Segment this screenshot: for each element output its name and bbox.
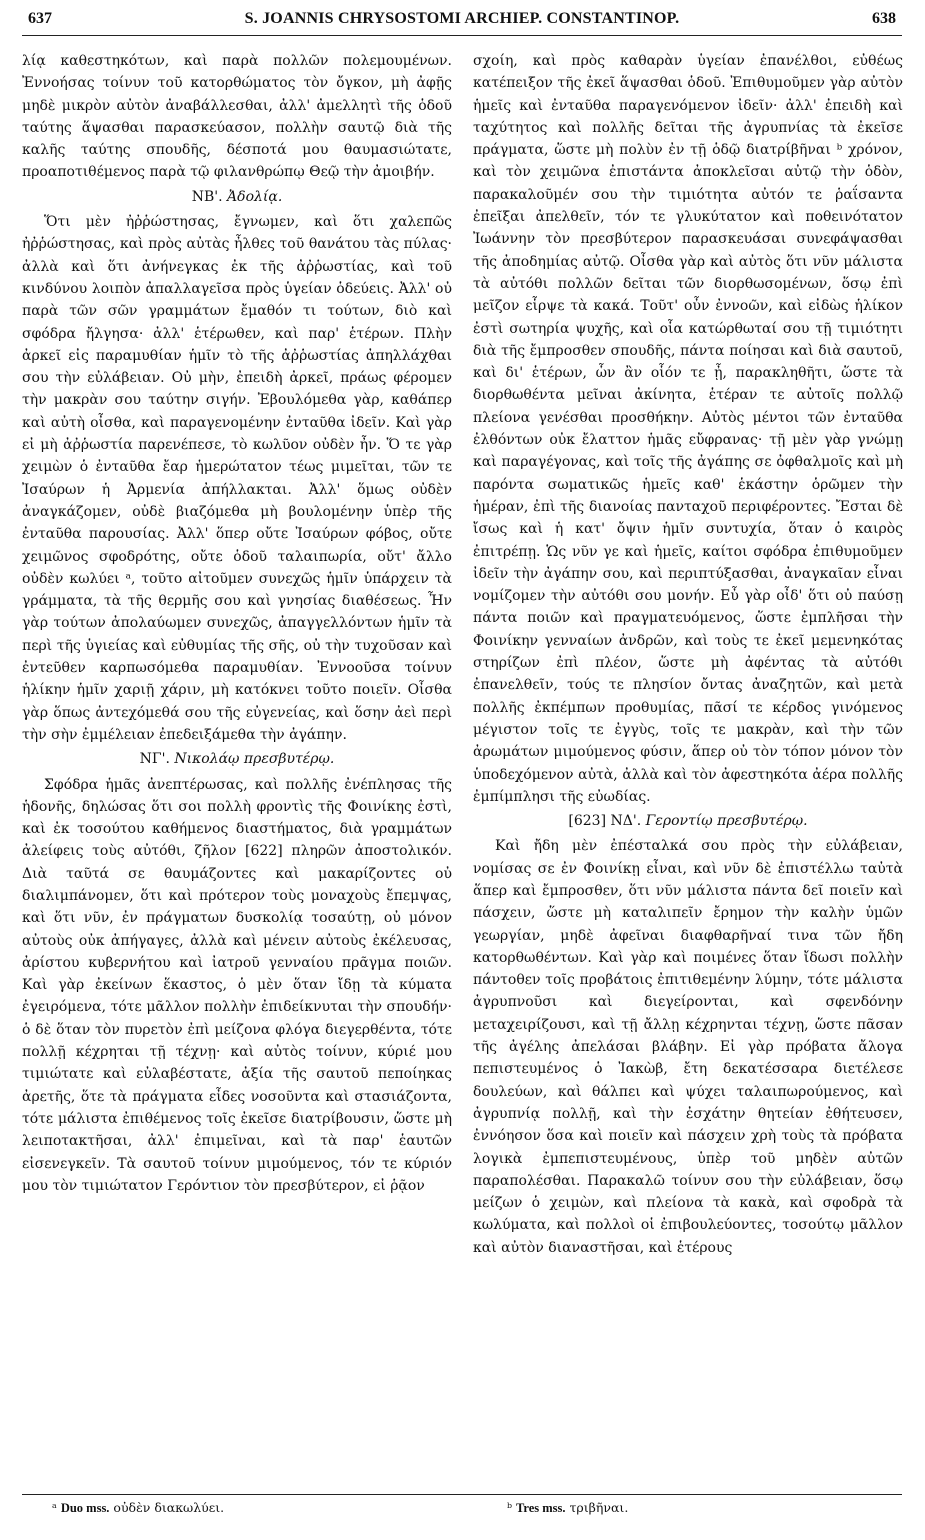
letter-54-title: Γεροντίῳ πρεσβυτέρῳ. [645, 813, 808, 830]
left-column [22, 50, 452, 1197]
letter-52-text: Ὅτι μὲν ἠῤῥώστησας, ἔγνωμεν, καὶ ὅτι χαλεπῶς ἠῤῥώστησας, καὶ πρὸς αὐτὰς ἦλθες τοῦ θανάτου τὰς πύλας· ἀλλὰ καὶ ὅτι ἀνήνεγκας ἐκ τῆς ἀῤῥωστίας, καὶ τοῦ κινδύνου λοιπὸν ἀπαλλαγεῖσα πρὸς ὑγείαν ὁδεύεις. Ἀλλ' οὐ παρὰ τῶν σῶν γραμμάτων ἔμαθόν τι τούτων, διὸ καὶ σφόδρα ἤλγησα· ἀλλ' ἑτέρωθεν, καὶ παρ' ἑτέρων. Πλὴν ἀρκεῖ εἰς παραμυθίαν ἡμῖν τὸ τῆς ἀῤῥωστίας ἀπηλλάχθαι σου τὴν εὐλάβειαν. Οὐ μὴν, ἐπειδὴ ἀρκεῖ, πράως φέρομεν τὴν μακρὰν σου ταύτην σιγήν. Ἐβουλόμεθα γὰρ, καθάπερ καὶ αὐτὴ οἶσθα, καὶ παραγενομένην ἐνταῦθα ἰδεῖν. Καὶ γὰρ εἰ μὴ ἀῤῥωστία παρενέπεσε, τὸ κωλῦον οὐδὲν ἦν. Ὅ τε γὰρ χειμὼν ὁ ἐνταῦθα ἔαρ ἡμερώτατον τέως μιμεῖται, τῶν τε Ἰσαύρων ἡ Ἀρμενία ἀπήλλακται. Ἀλλ' ὅμως οὐδὲν ἀναγκάζομεν, οὐδὲ βιαζόμεθα μὴ βουλομένην ὑπὲρ τῆς ἐνταῦθα παρουσίας. Ἀλλ' ὅπερ οὔτε Ἰσαύρων φόβος, οὔτε χειμῶνος σφοδρότης, οὔτε ὁδοῦ ταλαιπωρία, οὔτ' ἄλλο οὐδὲν κωλύει ᵃ, τοῦτο αἰτοῦμεν συνεχῶς ἡμῖν ὑπάρχειν τὰ γράμματα, τὰ τῆς θερμῆς σου καὶ γνησίας διαθέσεως. Ἦν γὰρ τούτων ἀπολαύωμεν συνεχῶς, ἀπαγγελλόντων ἡμῖν τὰ περὶ τῆς ὑγιείας καὶ εὐθυμίας τῆς σῆς, οὐ τὴν τυχοῦσαν καὶ ἐντεῦθεν καρπωσόμεθα παραμυθίαν. Ἐννοοῦσα τοίνυν ἡλίκην ἡμῖν χαριῇ χάριν, μὴ κατόκνει τοῦτο ποιεῖν. Οἶσθα γὰρ ὅπως ἀντεχόμεθά σου τῆς εὐγενείας, καὶ ὅσην ἀεὶ περὶ τὴν σὴν ἐμμέλειαν ἐπεδειξάμεθα τὴν ἀγάπην. [22, 214, 452, 743]
letter-53-title: Νικολάῳ πρεσβυτέρῳ. [174, 751, 335, 768]
footnote-a-mark: ᵃ [52, 1500, 57, 1515]
letter-52-number: ΝΒ'. [191, 188, 223, 205]
footnote-b-mark: ᵇ [507, 1500, 512, 1515]
footnote-a-text: οὐδὲν διακωλύει. [113, 1500, 225, 1515]
letter-54-heading [473, 810, 903, 832]
footnote-b-text: τριβῆναι. [569, 1500, 629, 1515]
footnote-b-label: Tres mss. [515, 1501, 566, 1515]
header-rule [22, 35, 902, 36]
running-title: S. JOANNIS CHRYSOSTOMI ARCHIEP. CONSTANTINOP. [244, 10, 680, 27]
footnote-b [507, 1500, 628, 1516]
letter-53-text: Σφόδρα ἡμᾶς ἀνεπτέρωσας, καὶ πολλῆς ἐνέπλησας τῆς ἡδονῆς, δηλώσας ὅτι σοι πολλὴ φροντὶς τῆς Φοινίκης ἐστὶ, καὶ ἐκ τοσούτου καθήμενος διαστήματος, διὰ γραμμάτων ἀλείφεις τοὺς αὐτόθι, ζῆλον [622] πληρῶν ἀποστολικόν. Διὰ ταῦτά σε θαυμάζοντες καὶ μακαρίζοντες οὐ διαλιμπάνομεν, ὅτι καὶ πρότερον τοὺς μοναχοὺς ἔπεμψας, καὶ ὅτι νῦν, ἐν πράγματων δυσκολίᾳ τοσαύτῃ, οὐ μόνον αὐτοὺς οὐκ ἀπήγαγες, ἀλλὰ καὶ μένειν αὐτοὺς ἐκέλευσας, ἀρίστου κυβερνήτου καὶ ἰατροῦ γενναίου πρᾶγμα ποιῶν. Καὶ γὰρ ἐκείνων ἕκαστος, ὁ μὲν ὅταν ἴδῃ τὰ κύματα ἐγειρόμενα, τότε μᾶλλον πολλὴν ἐπιδείκνυται τὴν σπουδήν· ὁ δὲ ὅταν τὸν πυρετὸν ἐπὶ μείζονα φλόγα διεγερθέντα, τότε πολλῇ κέχρηται τῇ τέχνῃ· καὶ αὐτὸς τοίνυν, κύριέ μου τιμιώτατε καὶ εὐλαβέστατε, ἀξία τῆς σαυτοῦ πεποίηκας ἀρετῆς, ὅτε τὰ πράγματα εἶδες νοσοῦντα καὶ στασιάζοντα, τότε μάλιστα ἐπιθέμενος τοῖς ἐκεῖσε διατρίβουσιν, ὥστε μὴ λειποτακτῆσαι, ἀλλ' ἐπιμεῖναι, καὶ τὰ παρ' ἑαυτῶν εἰσενεγκεῖν. Τὰ σαυτοῦ τοίνυν μιμούμενος, τόν τε κύριόν μου τὸν τιμιώτατον Γερόντιον τὸν πρεσβύτερον, εἰ ῥᾷον [22, 776, 452, 1194]
page-number-right: 638 [872, 10, 896, 27]
page-number-left: 637 [28, 10, 52, 27]
letter-54-text: Καὶ ἤδη μὲν ἐπέσταλκά σου πρὸς τὴν εὐλάβειαν, νομίσας σε ἐν Φοινίκῃ εἶναι, καὶ νῦν δὲ ἐπιστέλλω ταὐτὰ ἅπερ καὶ ἔμπροσθεν, ὅτι νῦν μάλιστα πάντα δεῖ ποιεῖν καὶ πάσχειν, ὥστε μὴ καταλιπεῖν ἔρημον τὴν καλὴν ὑμῶν γεωργίαν, μηδὲ ἀφεῖναι διαφθαρῆναί τινα τῶν ἤδη κατορθωθέντων. Καὶ γὰρ καὶ ποιμένες ὅταν ἴδωσι πολλὴν πάντοθεν τοῖς προβάτοις ἐπιτιθεμένην λύμην, τότε μάλιστα ἀγρυπνοῦσι καὶ διεγείρονται, καὶ σφενδόνην μεταχειρίζουσι, καὶ τῇ ἄλλῃ κέχρηνται τέχνῃ, ὥστε πᾶσαν τῆς ἀγέλης ἀπελάσαι βλάβην. Εἰ γὰρ πρόβατα ἄλογα πεπιστευμένος ὁ Ἰακὼβ, ἔτη δεκατέσσαρα διετέλεσε δουλεύων, καὶ θάλπει καὶ ψύχει ταλαιπωρούμενος, καὶ ἀγρυπνίᾳ πολλῇ, καὶ τὴν ἐσχάτην θητείαν ἐθήτευσεν, ἐννόησον ὅσα καὶ ποιεῖν καὶ πάσχειν χρὴ τοὺς τὰ πρόβατα λογικὰ ἐμπεπιστευμένους, ὑπὲρ τοῦ μηδὲν αὐτῶν παραπολέσθαι. Παρακαλῶ τοίνυν σου τὴν εὐλάβειαν, ὅσῳ μείζων ὁ χειμὼν, καὶ πλείονα τὰ κακὰ, καὶ σφοδρὰ τὰ κωλύματα, καὶ πολλοὶ οἱ ἐπιβουλεύοντες, τοσούτῳ μᾶλλον καὶ αὐτὸν διαναστῆσαι, καὶ ἑτέρους [473, 838, 903, 1256]
letter-51-ending: λίᾳ καθεστηκότων, καὶ παρὰ πολλῶν πολεμουμένων. Ἐννοήσας τοίνυν τοῦ κατορθώματος τὸν ὄγκον, μὴ ἀφῇς μηδὲ μικρὸν αὐτὸν ἀναβάλλεσθαι, ἀλλ' ἀμελλητὶ τῆς ὁδοῦ ταύτης ἅψασθαι παρασκεύασον, πολλὴν σαυτῷ διὰ τῆς καλῆς ταύτης σπουδῆς, δέσποτά μου θαυμασιώτατε, προαποτιθέμενος παρὰ τῷ φιλανθρώπῳ Θεῷ τὴν ἀμοιβήν. [22, 53, 452, 181]
footnotes [22, 1494, 902, 1517]
letter-53-number: ΝΓ'. [139, 751, 170, 768]
letter-52-heading [22, 186, 452, 208]
running-header [22, 10, 902, 34]
footnote-a [52, 1500, 224, 1516]
footnote-a-label: Duo mss. [60, 1501, 110, 1515]
letter-52-title: Ἀδολίᾳ. [227, 188, 283, 205]
letter-53-heading [22, 748, 452, 770]
letter-53-continuation: σχοίη, καὶ πρὸς καθαρὰν ὑγείαν ἐπανέλθοι, εὐθέως κατέπειξον τῆς ἐκεῖ ἅψασθαι ὁδοῦ. Ἐπιθυμοῦμεν γὰρ αὐτὸν ἡμεῖς καὶ ἐνταῦθα παραγενόμενον ἰδεῖν· ἀλλ' ἐπειδὴ καὶ ταχύτητος καὶ πολλῆς δεῖται τῆς ἀγρυπνίας τὰ ἐκεῖσε πράγματα, ὥστε μὴ πολὺν ἐν τῇ ὁδῷ διατρίβῆναι ᵇ χρόνον, καὶ τὸν χειμῶνα ἐπιστάντα ἀποκλεῖσαι αὐτῷ τὴν ὁδὸν, παρακαλοῦμέν σου τὴν τιμιότητα αὐτόν τε ῥαΐσαντα ἐπεῖξαι ἀπελθεῖν, τόν τε γλυκύτατον καὶ ποθεινότατον Ἰωάννην τὸν πρεσβύτερον παρασκευάσαι συνεφάψασθαι τῆς ἀποδημίας αὐτῷ. Οἶσθα γὰρ καὶ αὐτὸς ὅτι νῦν μάλιστα τὰ αὐτόθι πολλῶν δεῖται τῶν διορθωσομένων, ὅσῳ ἐπὶ μεῖζον εἷρψε τὰ κακά. Τοῦτ' οὖν ἐννοῶν, καὶ εἰδὼς ἡλίκον ἐστὶ σωτηρία ψυχῆς, καὶ οἷα κατώρθωταί σου τῇ τιμιότητι διὰ τῆς ἔμπροσθεν σπουδῆς, πάντα ποίησαι καὶ διὰ σαυτοῦ, καὶ δι' ἑτέρων, ὧν ἂν οἷόν τε ᾖ, παρακληθῆτι, ὥστε τὰ διορθωθέντα μεῖναι ἀκίνητα, ἑτέραν τε αὐτοῖς πολλῷ πλείονα γενέσθαι προσθήκην. Αὐτὸς μέντοι τῶν ἐνταῦθα ἐλθόντων οὐκ ἔλαττον ἡμᾶς εὔφρανας· τῇ μὲν γὰρ γνώμῃ καὶ παραγέγονας, καὶ τοῖς τῆς ἀγάπης σε ὀφθαλμοῖς καὶ μὴ παρόντα σωματικῶς ἡμεῖς καθ' ἑκάστην ὁρῶμεν τὴν ἡμέραν, ἐπὶ τῆς διανοίας πανταχοῦ περιφέροντες. Ἔσται δὲ ἴσως καὶ ἡ κατ' ὄψιν ἡμῖν συντυχία, ὅταν ὁ καιρὸς ἐπιτρέπῃ. Ὡς νῦν γε καὶ ἡμεῖς, καίτοι σφόδρα ἐπιθυμοῦμεν ἰδεῖν τὴν ἀγάπην σου, καὶ περιπτύξασθαι, ἀναγκαῖαν εἶναι νομίζομεν τὴν αὐτόθι σου μονήν. Εὖ γὰρ οἶδ' ὅτι οὐ παύσῃ πάντα ποιῶν καὶ πραγματευόμενος, ὥστε ἐμπλῆσαι τὴν Φοινίκην γενναίων ἀνδρῶν, καὶ τοὺς τε ἐκεῖ μεμενηκότας στηρίζων ἐπὶ πλέον, ὥστε μὴ ἀφέντας τὰ αὐτόθι ἐπανελθεῖν, τούς τε πλησίον ὄντας ἀναζητῶν, καὶ μετὰ πολλῆς ἐκπέμπων προθυμίας, πᾶσί τε κέρδος γινόμενος μέγιστον τοῖς τε ἐγγὺς, τοῖς τε μακρὰν, καὶ τὴν τῶν ἀρωμάτων μιμούμενος φύσιν, ἅπερ οὐ τὸν τόπον μόνον τὸν ὑποδεχόμενον αὐτὰ, ἀλλὰ καὶ τὸν ἀφεστηκότα ἀέρα πολλῆς ἐμπίμπλησι τῆς εὐωδίας. [473, 53, 903, 805]
letter-54-number: [623] ΝΔ'. [568, 813, 642, 830]
right-column [473, 50, 903, 1259]
